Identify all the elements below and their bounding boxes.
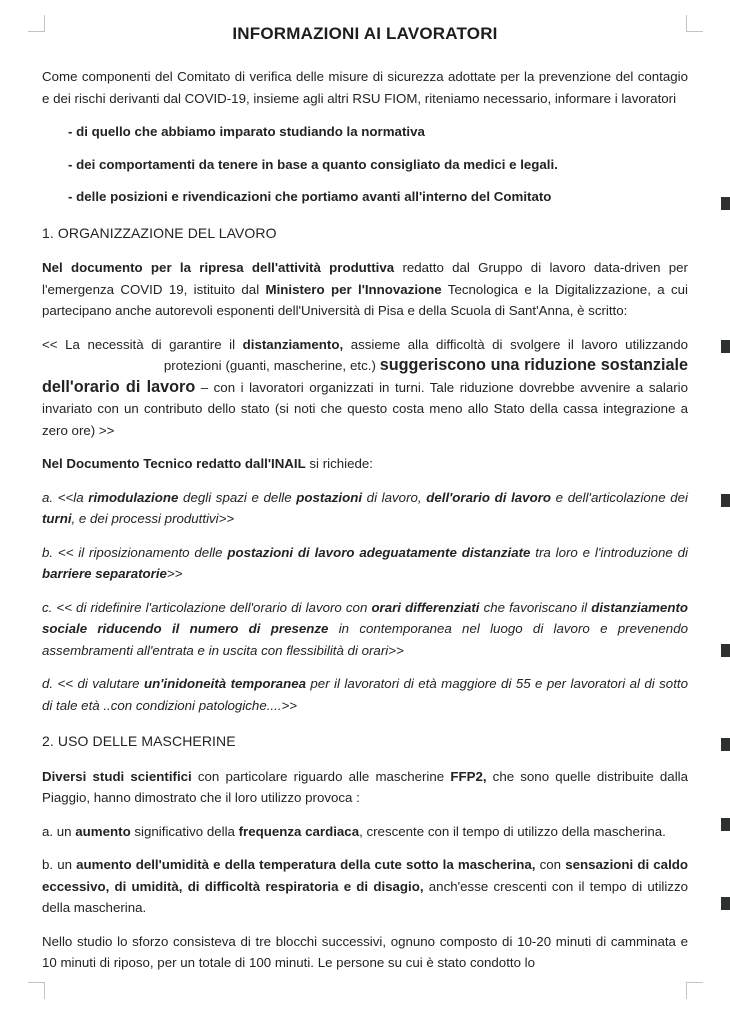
paragraph — [42, 931, 688, 974]
text-run: postazioni di lavoro adeguatamente distanziate — [227, 544, 531, 560]
edge-section-mark — [721, 738, 730, 751]
paragraph — [42, 487, 688, 530]
edge-section-mark — [721, 818, 730, 831]
paragraph — [42, 597, 688, 662]
paragraph — [42, 821, 688, 843]
text-run: con — [535, 857, 566, 872]
text-run: b. << il riposizionamento delle — [42, 544, 228, 560]
text-run: Ministero per l'Innovazione — [265, 281, 442, 297]
edge-section-mark — [721, 197, 730, 210]
text-run: barriere separatorie — [42, 566, 167, 581]
text-run: postazioni — [296, 489, 363, 505]
text-run: 1. ORGANIZZAZIONE DEL LAVORO — [42, 224, 277, 241]
text-run: anch'esse crescenti con il tempo di utilizzo della mascherina. — [42, 878, 688, 915]
text-run: che sono quelle distribuite dalla Piaggio, hanno dimostrato che il loro utilizzo provoca : — [42, 768, 689, 805]
text-run: , crescente con il tempo di utilizzo della mascherina. — [359, 823, 666, 839]
text-run: >> — [166, 566, 183, 581]
document-body — [42, 66, 688, 974]
text-run: c. << di ridefinire l'articolazione dell'orario di lavoro con — [42, 599, 372, 615]
blank-gap — [42, 369, 160, 370]
text-run: sensazioni di caldo eccessivo, di umidità, di difficoltà respiratoria e di disagio, — [42, 857, 689, 894]
text-run: assieme alla difficoltà di svolgere il lavoro utilizzando — [343, 336, 688, 352]
crop-mark-top-right — [686, 15, 703, 32]
paragraph — [42, 453, 688, 475]
text-run: 2. USO DELLE MASCHERINE — [42, 733, 236, 749]
paragraph — [42, 854, 688, 919]
text-run: protezioni (guanti, mascherine, etc.) — [160, 358, 380, 373]
text-run: Tecnologica e la Digitalizzazione, a cui partecipano anche autorevoli esponenti dell'Università di Pisa e della Scuola di Sant'Anna, è scritto: — [42, 281, 688, 318]
text-run: un'inidoneità temporanea — [143, 676, 306, 691]
text-run: distanziamento sociale riducendo il numero di presenze — [42, 599, 688, 636]
text-run: significativo della — [130, 823, 239, 839]
text-run: tra loro e l'introduzione di — [530, 544, 689, 560]
bullet-item — [68, 186, 688, 208]
paragraph — [42, 257, 688, 322]
text-run: b. un — [42, 857, 77, 872]
bullet-item — [68, 121, 688, 143]
text-run: FFP2, — [450, 768, 487, 784]
text-run: Nel Documento Tecnico redatto dall'INAIL — [42, 456, 306, 471]
text-run: che favoriscano il — [479, 599, 592, 615]
paragraph — [42, 542, 688, 585]
text-run: degli spazi e delle — [178, 489, 297, 505]
page-title: INFORMAZIONI AI LAVORATORI — [232, 24, 498, 43]
text-run: Nello studio lo sforzo consisteva di tre blocchi successivi, ognuno composto di 10-20 minuti di camminata e 10 minuti di riposo, per un totale di 100 minuti. Le persone su cui è stato condotto lo — [42, 933, 688, 970]
edge-section-mark — [721, 494, 730, 507]
text-run: , e dei processi produttivi>> — [71, 511, 235, 526]
text-run: orari differenziati — [371, 599, 480, 615]
paragraph — [42, 66, 688, 109]
text-run: aumento dell'umidità e della temperatura della cute sotto la mascherina, — [76, 857, 536, 872]
crop-mark-bottom-right — [686, 982, 703, 999]
text-run: - di quello che abbiamo imparato studiando la normativa — [68, 124, 425, 139]
text-run: distanziamento, — [242, 336, 344, 352]
paragraph — [42, 334, 688, 442]
text-run: - dei comportamenti da tenere in base a quanto consigliato da medici e legali. — [68, 156, 558, 172]
edge-section-mark — [721, 340, 730, 353]
text-run: in contemporanea nel luogo di lavoro e prevenendo assembramenti all'entrata e in uscita con flessibilità di orari>> — [42, 621, 688, 658]
text-run: dell'orario di lavoro — [426, 489, 552, 505]
paragraph — [42, 766, 688, 809]
edge-section-mark — [721, 644, 730, 657]
text-run: turni — [42, 511, 72, 526]
text-run: per il lavoratori di età maggiore di 55 e per lavoratori al di sotto di tale età ..con condizioni patologiche....>> — [42, 676, 688, 713]
text-run: d. << di valutare — [42, 676, 144, 691]
edge-section-mark — [721, 897, 730, 910]
section-heading — [42, 223, 688, 245]
text-run: suggeriscono una riduzione sostanziale dell'orario di lavoro — [42, 356, 689, 396]
text-run: a. <<la — [42, 489, 89, 505]
text-run: Diversi studi scientifici — [42, 768, 192, 784]
text-run: - delle posizioni e rivendicazioni che portiamo avanti all'interno del Comitato — [68, 189, 552, 204]
text-run: e dell'articolazione dei — [551, 489, 688, 505]
text-run: Nel documento per la ripresa dell'attività produttiva — [42, 260, 395, 275]
document-content — [42, 24, 688, 986]
text-run: Come componenti del Comitato di verifica delle misure di sicurezza adottate per la prevenzione del contagio e dei rischi derivanti dal COVID-19, insieme agli altri RSU FIOM, riteniamo necessario, informare i lavoratori — [42, 69, 688, 106]
text-run: si richiede: — [305, 456, 373, 471]
text-run: rimodulazione — [88, 489, 179, 505]
text-run: con particolare riguardo alle mascherine — [191, 768, 451, 784]
bullet-item — [68, 154, 688, 176]
text-run: redatto dal Gruppo di lavoro data-driven per l'emergenza COVID 19, istituito dal — [42, 260, 688, 297]
text-run: << La necessità di garantire il — [42, 336, 243, 352]
text-run: di lavoro, — [362, 489, 427, 505]
text-run: frequenza cardiaca — [238, 823, 360, 839]
text-run: aumento — [75, 823, 131, 839]
paragraph — [42, 673, 688, 716]
section-heading — [42, 731, 688, 753]
text-run: – con i lavoratori organizzati in turni. Tale riduzione dovrebbe avvenire a salario invariato con un contributo dello stato (si noti che questo costa meno allo Stato della cassa integrazione a zero ore) >> — [42, 379, 688, 438]
text-run: a. un — [42, 823, 76, 839]
